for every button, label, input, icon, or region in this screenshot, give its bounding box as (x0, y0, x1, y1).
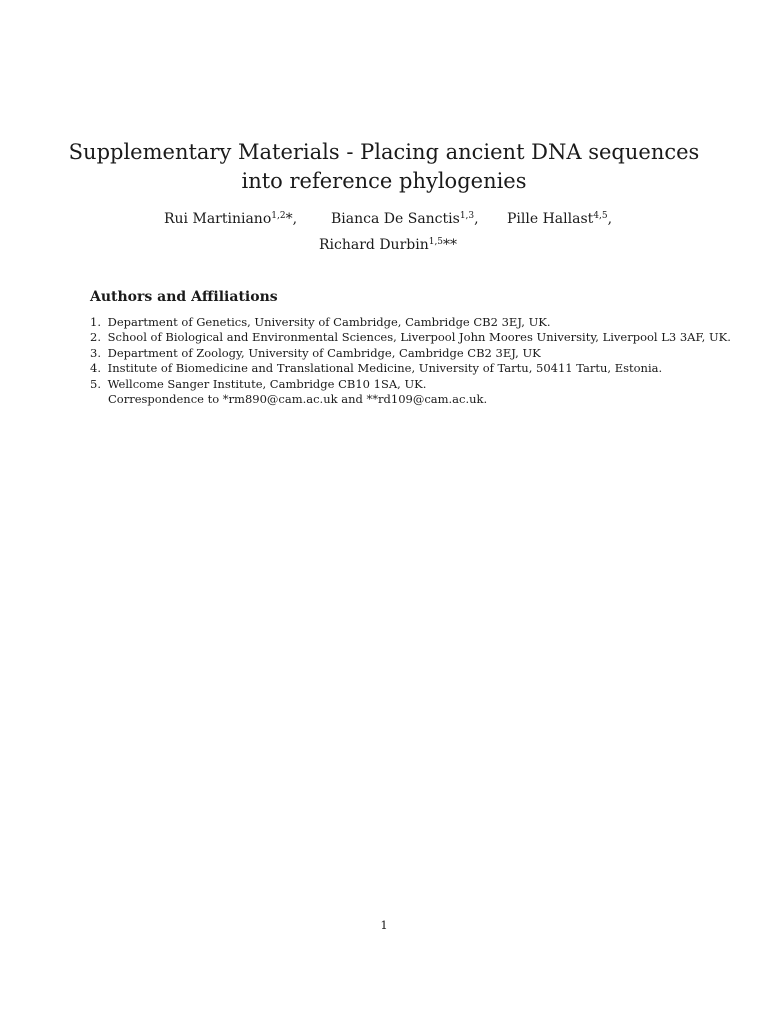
author-suffix: , (607, 211, 613, 227)
author-suffix: *, (285, 211, 298, 227)
affiliation-number: 3. (90, 345, 101, 360)
author-affiliation-marks: 4,5 (593, 211, 608, 221)
affiliation-number: 2. (90, 330, 101, 345)
author-affiliation-marks: 1,2 (271, 211, 286, 221)
author-suffix: , (474, 211, 479, 227)
affiliation-text: Institute of Biomedicine and Translational Medicine, University of Tartu, 50411 Tartu, Estonia. (107, 361, 663, 376)
author-name: Pille Hallast (507, 211, 594, 227)
author-affiliation-marks: 1,5 (428, 237, 444, 247)
affiliation-text: Department of Zoology, University of Cambridge, Cambridge CB2 3EJ, UK (107, 345, 541, 360)
affiliation-text: School of Biological and Environmental Sciences, Liverpool John Moores University, Liverpool L3 3AF, UK. (107, 330, 731, 345)
section-heading-affiliations: Authors and Affiliations (90, 289, 278, 305)
author-pille-hallast (507, 209, 612, 229)
author-rui-martiniano (164, 209, 297, 229)
affiliation-item (90, 346, 731, 361)
affiliation-item (90, 330, 731, 345)
author-bianca-de-sanctis (331, 209, 479, 229)
page-number: 1 (380, 918, 388, 932)
affiliation-text: Wellcome Sanger Institute, Cambridge CB10 1SA, UK. (107, 376, 427, 391)
affiliation-item (90, 377, 731, 392)
paper-title-line-2: into reference phylogenies (241, 169, 527, 193)
author-affiliation-marks: 1,3 (459, 211, 475, 221)
affiliation-list (90, 315, 731, 392)
affiliation-text: Department of Genetics, University of Cambridge, Cambridge CB2 3EJ, UK. (107, 315, 551, 329)
affiliation-number: 4. (90, 361, 101, 376)
paper-title (0, 138, 768, 196)
author-name: Richard Durbin (319, 237, 429, 253)
affiliation-item (90, 361, 731, 376)
author-name: Bianca De Sanctis (331, 211, 460, 227)
affiliation-item (90, 315, 731, 330)
author-suffix: ** (443, 237, 458, 253)
affiliation-number: 1. (90, 315, 101, 329)
paper-title-line-1: Supplementary Materials - Placing ancient DNA sequences (68, 140, 700, 164)
correspondence-note: Correspondence to *rm890@cam.ac.uk and **rd109@cam.ac.uk. (108, 392, 488, 406)
author-richard-durbin (319, 235, 457, 255)
affiliation-number: 5. (90, 376, 101, 391)
author-name: Rui Martiniano (164, 211, 272, 227)
